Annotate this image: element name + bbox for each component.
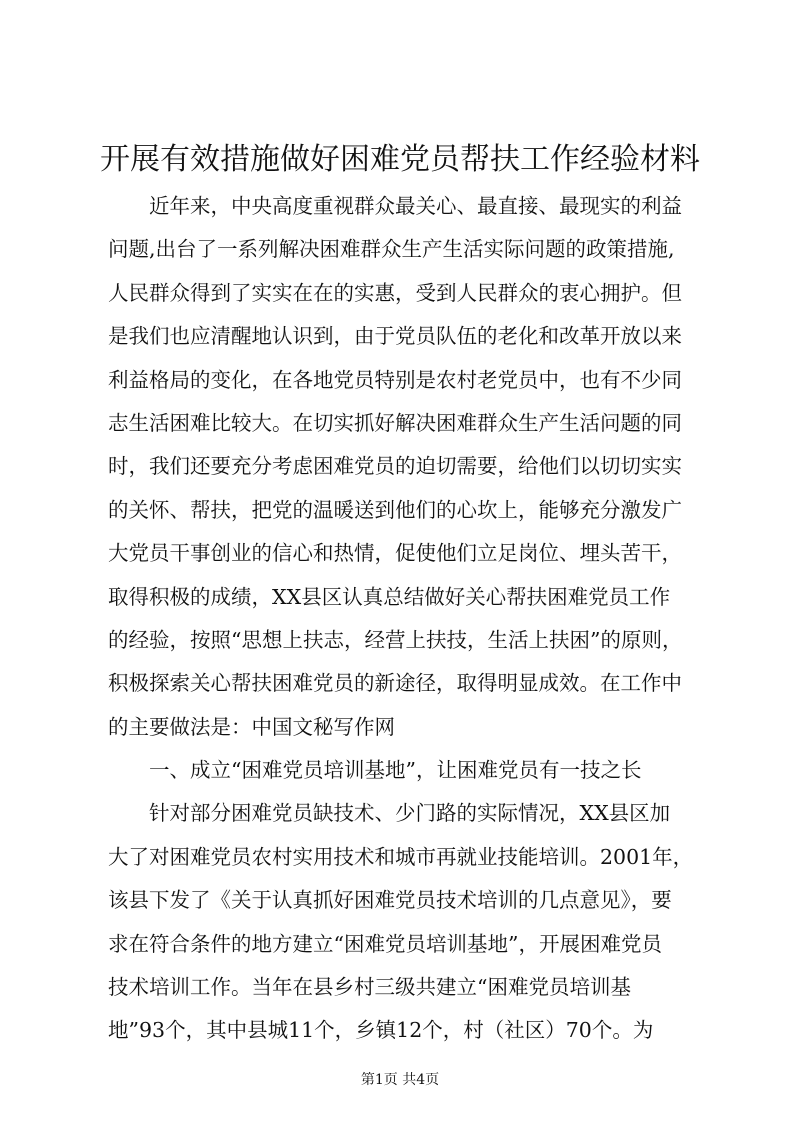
paragraph-line: 该县下发了《关于认真抓好困难党员技术培训的几点意见》，要 — [108, 888, 672, 913]
paragraph-line: 人民群众得到了实实在在的实惠，受到人民群众的衷心拥护。但 — [108, 280, 682, 305]
paragraph-line: 大党员干事创业的信心和热情，促使他们立足岗位、埋头苦干， — [108, 541, 682, 566]
paragraph-line: 问题,出台了一系列解决困难群众生产生活实际问题的政策措施, — [108, 237, 675, 262]
paragraph-line: 利益格局的变化，在各地党员特别是农村老党员中，也有不少同 — [108, 367, 682, 392]
page-number: 第1页 共4页 — [360, 1072, 440, 1088]
paragraph-line: 大了对困难党员农村实用技术和城市再就业技能培训。2001年， — [108, 844, 694, 869]
paragraph-line: 的关怀、帮扶，把党的温暖送到他们的心坎上，能够充分激发广 — [108, 497, 682, 522]
paragraph-line: 的经验，按照“思想上扶志，经营上扶技，生活上扶困”的原则， — [108, 627, 683, 652]
paragraph-line: 求在符合条件的地方建立“困难党员培训基地”，开展困难党员 — [108, 931, 662, 956]
document-title: 开展有效措施做好困难党员帮扶工作经验材料 — [100, 142, 700, 177]
paragraph-line: 技术培训工作。当年在县乡村三级共建立“困难党员培训基 — [108, 975, 631, 1000]
paragraph-line: 志生活困难比较大。在切实抓好解决困难群众生产生活问题的同 — [108, 410, 682, 435]
section-heading: 一、成立“困难党员培训基地”，让困难党员有一技之长 — [149, 758, 642, 783]
paragraph-line: 是我们也应清醒地认识到，由于党员队伍的老化和改革开放以来 — [108, 324, 682, 349]
paragraph-line: 取得积极的成绩，XX县区认真总结做好关心帮扶困难党员工作 — [108, 584, 671, 609]
document-body — [108, 185, 708, 1053]
paragraph-line: 的主要做法是：中国文秘写作网 — [108, 714, 395, 739]
paragraph-line: 近年来，中央高度重视群众最关心、最直接、最现实的利益 — [149, 194, 682, 218]
paragraph-line: 积极探索关心帮扶困难党员的新途径，取得明显成效。在工作中 — [108, 671, 682, 696]
paragraph-line: 针对部分困难党员缺技术、少门路的实际情况，XX县区加 — [149, 801, 671, 826]
paragraph-line: 地”93个，其中县城11个，乡镇12个，村（社区）70个。为 — [108, 1018, 654, 1043]
paragraph-line: 时，我们还要充分考虑困难党员的迫切需要，给他们以切切实实 — [108, 454, 682, 479]
